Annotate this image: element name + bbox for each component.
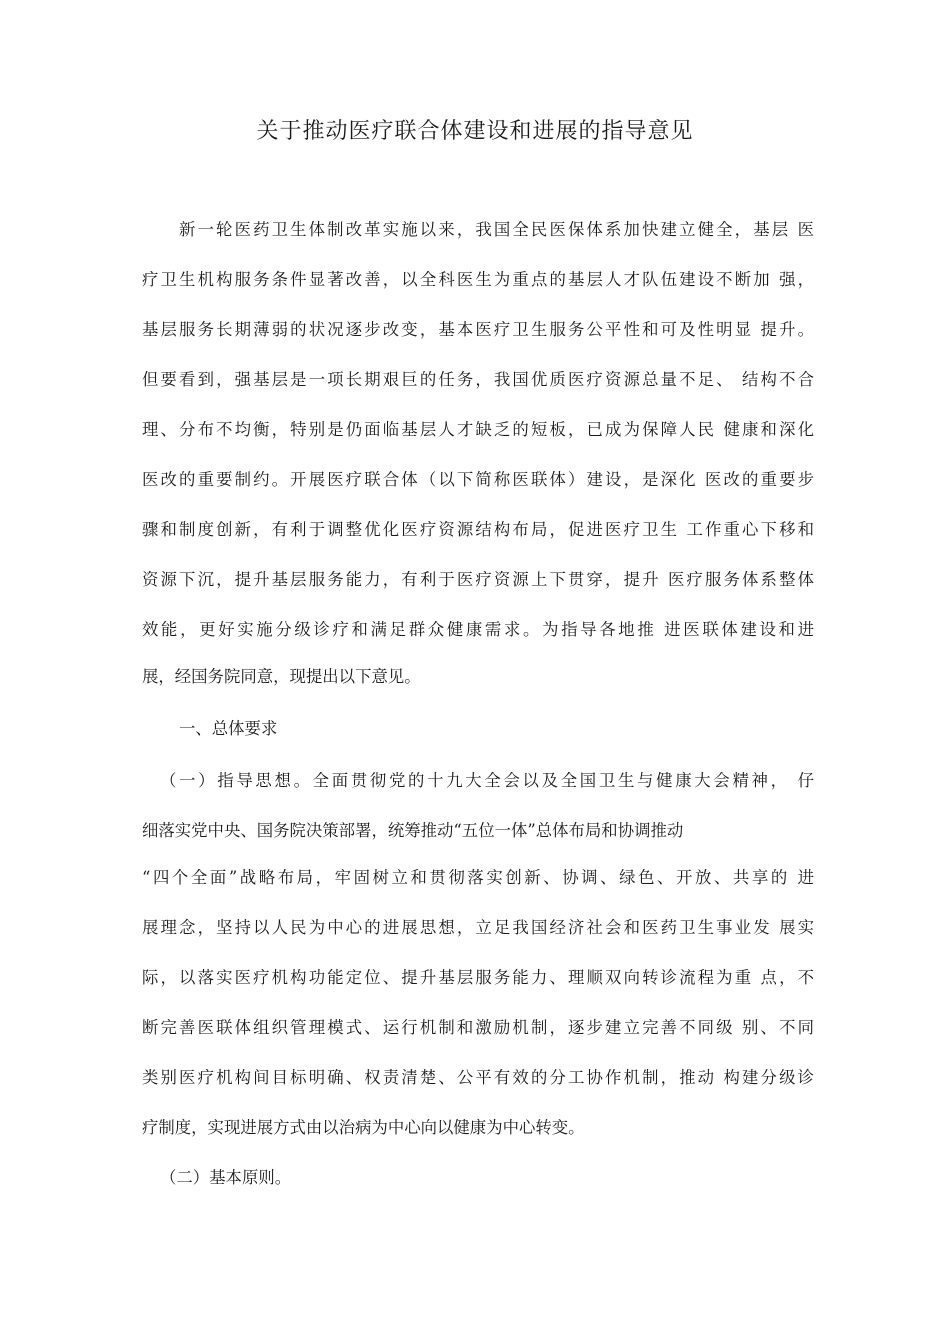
paragraph-line: 医改的重要制约。开展医疗联合体（以下简称医联体）建设，是深化 医改的重要步 [142, 470, 814, 489]
paragraph-line: （一）指导思想。全面贯彻党的十九大全会以及全国卫生与健康大会精神， 仔 [160, 771, 814, 790]
paragraph-line: 疗制度，实现进展方式由以治病为中心向以健康为中心转变。 [142, 1118, 585, 1137]
paragraph-line: 细落实党中央、国务院决策部署，统筹推动“五位一体”总体布局和协调推动 [142, 821, 684, 840]
paragraph-line: 类别医疗机构间目标明确、权责清楚、公平有效的分工协作机制，推动 构建分级诊 [142, 1068, 814, 1087]
paragraph-line: 展理念，坚持以人民为中心的进展思想，立足我国经济社会和医药卫生事业发 展实 [142, 918, 814, 937]
paragraph-line: 疗卫生机构服务条件显著改善，以全科医生为重点的基层人才队伍建设不断加 强， [142, 270, 814, 289]
paragraph-line: 骤和制度创新，有利于调整优化医疗资源结构布局，促进医疗卫生 工作重心下移和 [142, 520, 814, 539]
section-heading: 一、总体要求 [179, 719, 278, 738]
paragraph-line: 新一轮医药卫生体制改革实施以来，我国全民医保体系加快建立健全，基层 医 [179, 220, 814, 239]
paragraph-line: 展，经国务院同意，现提出以下意见。 [142, 667, 421, 686]
paragraph-line: “四个全面”战略布局，牢固树立和贯彻落实创新、协调、绿色、开放、共享的 进 [142, 868, 814, 887]
document-title: 关于推动医疗联合体建设和进展的指导意见 [256, 119, 694, 144]
paragraph-line: 基层服务长期薄弱的状况逐步改变，基本医疗卫生服务公平性和可及性明显 提升。 [142, 320, 814, 339]
subsection-heading: （二）基本原则。 [160, 1168, 292, 1187]
paragraph-line: 际，以落实医疗机构功能定位、提升基层服务能力、理顺双向转诊流程为重 点，不 [142, 968, 814, 987]
paragraph-line: 但要看到，强基层是一项长期艰巨的任务，我国优质医疗资源总量不足、 结构不合 [142, 370, 814, 389]
paragraph-line: 断完善医联体组织管理模式、运行机制和激励机制，逐步建立完善不同级 别、不同 [142, 1018, 814, 1037]
paragraph-line: 效能，更好实施分级诊疗和满足群众健康需求。为指导各地推 进医联体建设和进 [142, 620, 814, 639]
paragraph-line: 理、分布不均衡，特别是仍面临基层人才缺乏的短板，已成为保障人民 健康和深化 [142, 420, 814, 439]
paragraph-line: 资源下沉，提升基层服务能力，有利于医疗资源上下贯穿，提升 医疗服务体系整体 [142, 570, 814, 589]
